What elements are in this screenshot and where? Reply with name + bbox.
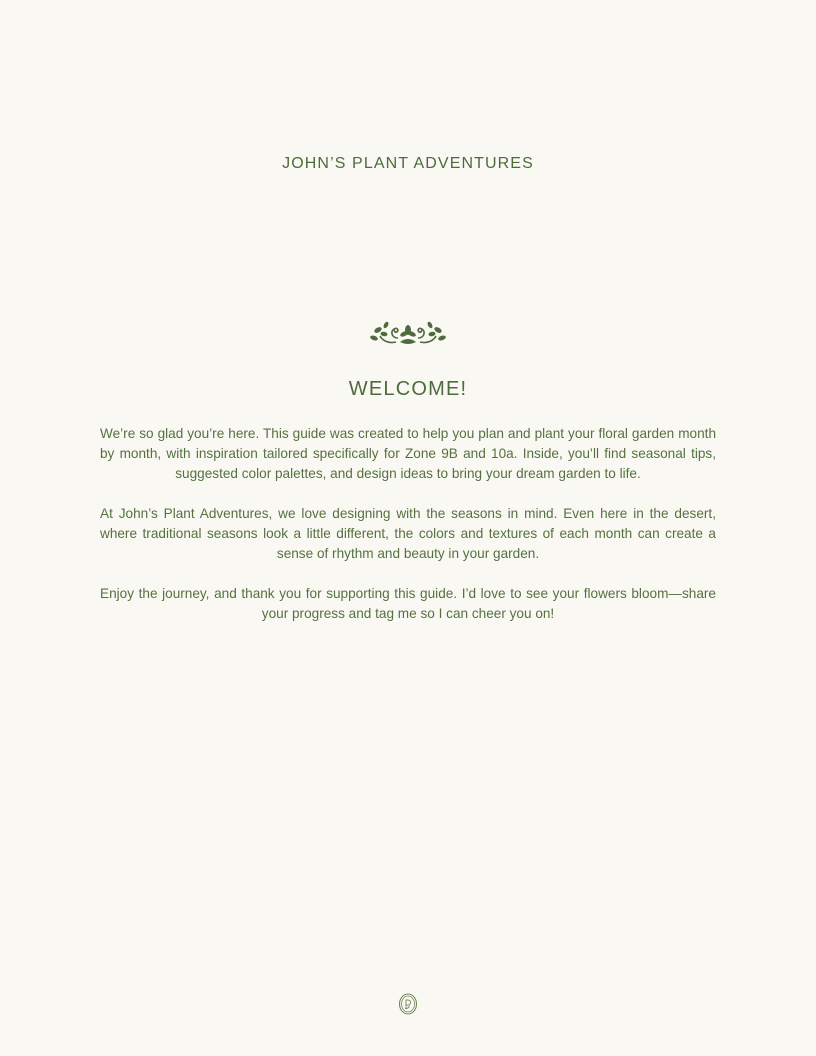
monogram-badge-icon [397, 993, 419, 1015]
welcome-paragraph: We’re so glad you’re here. This guide was created to help you plan and plant your floral garden month by month, with inspiration tailored specifically for Zone 9B and 10a. Inside, you’ll find seasonal tips, suggested color palettes, and design ideas to bring your dream garden to life. [100, 426, 716, 481]
welcome-body [100, 424, 716, 644]
floral-flourish-icon [368, 316, 448, 348]
welcome-title: WELCOME! [348, 378, 468, 400]
welcome-paragraph: Enjoy the journey, and thank you for supporting this guide. I’d love to see your flowers bloom—share your progress and tag me so I can cheer you on! [100, 586, 716, 621]
brand-header: JOHN’S PLANT ADVENTURES [282, 155, 534, 172]
welcome-paragraph: At John’s Plant Adventures, we love designing with the seasons in mind. Even here in the desert, where traditional seasons look a little different, the colors and textures of each month can create a sense of rhythm and beauty in your garden. [100, 506, 716, 561]
